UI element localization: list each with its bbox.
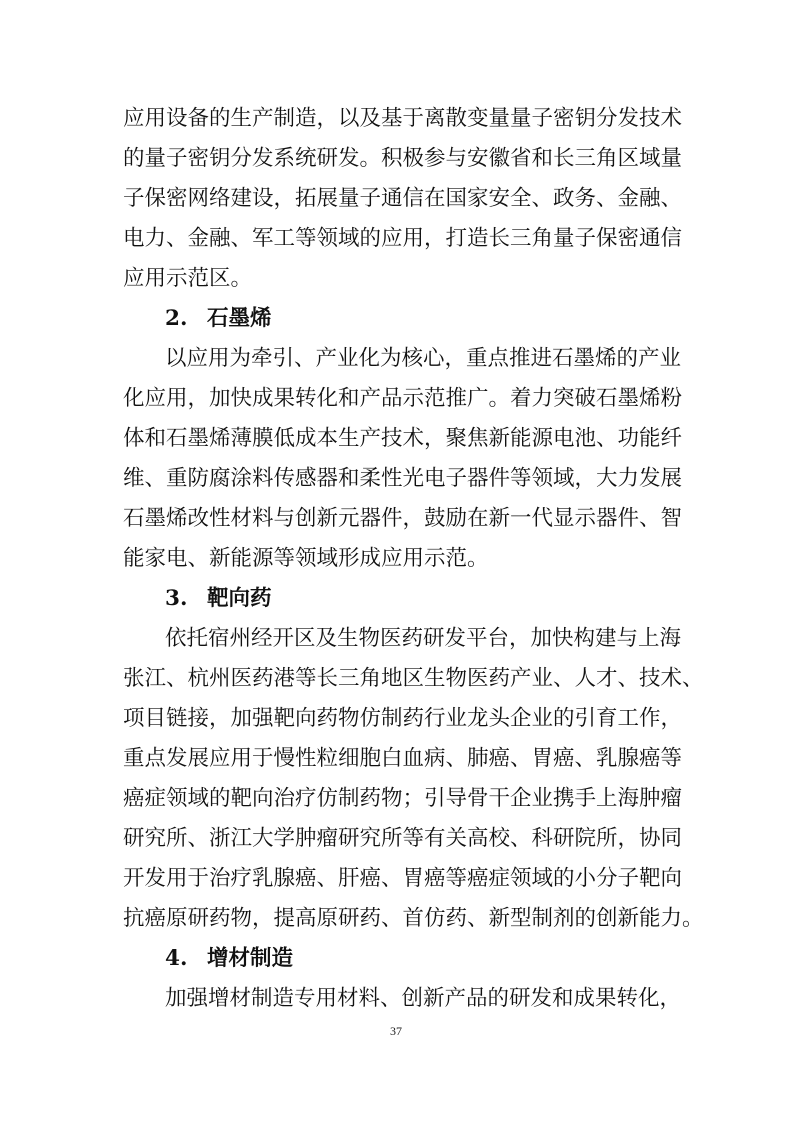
paragraph-line: 项目链接，加强靶向药物仿制药行业龙头企业的引育工作， [123, 706, 683, 731]
section-title: 增材制造 [207, 946, 294, 971]
paragraph-line: 加强增材制造专用材料、创新产品的研发和成果转化， [165, 986, 682, 1011]
paragraph-line: 能家电、新能源等领域形成应用示范。 [123, 546, 489, 571]
paragraph-line: 体和石墨烯薄膜低成本生产技术，聚焦新能源电池、功能纤 [123, 426, 683, 451]
paragraph-line: 的量子密钥分发系统研发。积极参与安徽省和长三角区域量 [123, 146, 683, 171]
paragraph-line: 重点发展应用于慢性粒细胞白血病、肺癌、胃癌、乳腺癌等 [123, 746, 683, 771]
paragraph-line: 癌症领域的靶向治疗仿制药物；引导骨干企业携手上海肿瘤 [123, 786, 683, 811]
paragraph-line: 子保密网络建设，拓展量子通信在国家安全、政务、金融、 [123, 186, 683, 211]
section-title: 石墨烯 [207, 306, 272, 331]
paragraph-line: 张江、杭州医药港等长三角地区生物医药产业、人才、技术、 [123, 666, 704, 691]
paragraph-line: 开发用于治疗乳腺癌、肝癌、胃癌等癌症领域的小分子靶向 [123, 866, 683, 891]
paragraph-line: 研究所、浙江大学肿瘤研究所等有关高校、科研院所，协同 [123, 826, 683, 851]
section-heading-targeted-drugs [165, 584, 272, 614]
section-number: 2. [165, 306, 188, 331]
paragraph-line: 电力、金融、军工等领域的应用，打造长三角量子保密通信 [123, 226, 683, 251]
paragraph-line: 依托宿州经开区及生物医药研发平台，加快构建与上海 [165, 626, 682, 651]
paragraph-line: 以应用为牵引、产业化为核心，重点推进石墨烯的产业 [165, 346, 682, 371]
paragraph-line: 石墨烯改性材料与创新元器件，鼓励在新一代显示器件、智 [123, 506, 683, 531]
paragraph-line: 应用示范区。 [123, 266, 253, 291]
paragraph-line: 维、重防腐涂料传感器和柔性光电子器件等领域，大力发展 [123, 466, 683, 491]
section-number: 4. [165, 946, 188, 971]
paragraph-line: 抗癌原研药物，提高原研药、首仿药、新型制剂的创新能力。 [123, 906, 704, 931]
page-number: 37 [390, 1024, 402, 1038]
section-heading-graphene [165, 304, 272, 334]
paragraph-line: 应用设备的生产制造，以及基于离散变量量子密钥分发技术 [123, 106, 683, 131]
section-title: 靶向药 [207, 586, 272, 611]
section-heading-additive-manufacturing [165, 944, 293, 974]
section-number: 3. [165, 586, 188, 611]
paragraph-line: 化应用，加快成果转化和产品示范推广。着力突破石墨烯粉 [123, 386, 683, 411]
